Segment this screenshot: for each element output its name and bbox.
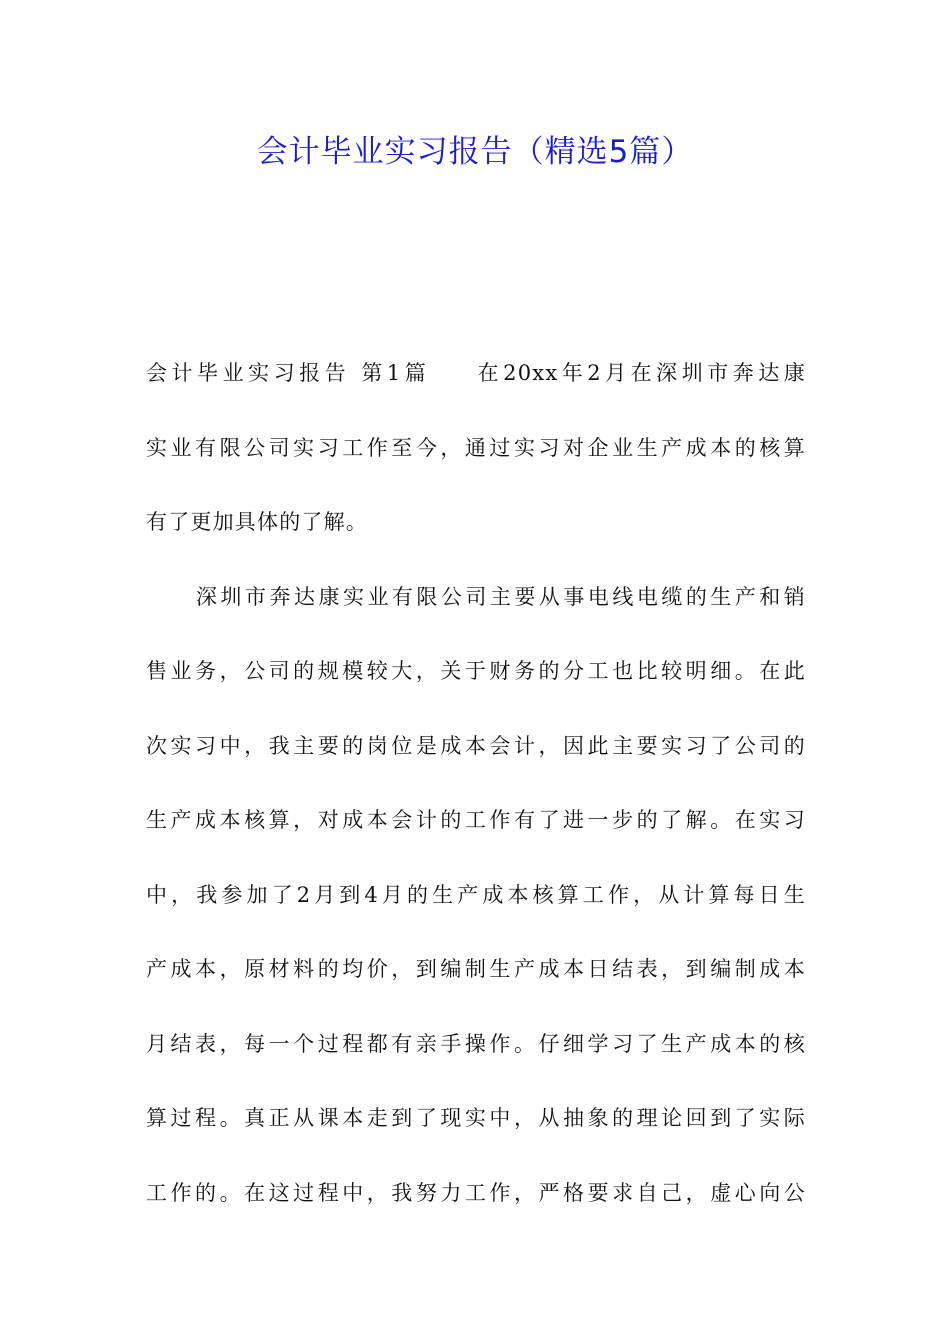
section-heading: 会计毕业实习报告 第1篇 <box>146 361 431 385</box>
paragraph-line: 深圳市奔达康实业有限公司主要从事电线电缆的生产和销 <box>196 584 806 609</box>
paragraph-text: 在20xx年2月在深圳市奔达康 <box>474 361 806 385</box>
paragraph-line: 月结表，每一个过程都有亲手操作。仔细学习了生产成本的核 <box>146 1031 806 1056</box>
paragraph-line: 售业务，公司的规模较大，关于财务的分工也比较明细。在此 <box>146 659 806 683</box>
paragraph-line: 产成本，原材料的均价，到编制生产成本日结表，到编制成本 <box>146 957 806 981</box>
paragraph-line: 中，我参加了2月到4月的生产成本核算工作，从计算每日生 <box>146 882 806 907</box>
paragraph-line: 有了更加具体的了解。 <box>146 510 368 534</box>
paragraph-line <box>146 336 806 411</box>
document-body <box>146 336 806 1230</box>
paragraph-line: 工作的。在这过程中，我努力工作，严格要求自己，虚心向公 <box>146 1180 806 1205</box>
paragraph-line: 算过程。真正从课本走到了现实中，从抽象的理论回到了实际 <box>146 1106 806 1130</box>
paragraph-line: 次实习中，我主要的岗位是成本会计，因此主要实习了公司的 <box>146 733 806 758</box>
paragraph-line: 实业有限公司实习工作至今，通过实习对企业生产成本的核算 <box>146 435 806 460</box>
document-title: 会计毕业实习报告（精选5篇） <box>256 134 694 170</box>
paragraph-line: 生产成本核算，对成本会计的工作有了进一步的了解。在实习 <box>146 808 806 832</box>
